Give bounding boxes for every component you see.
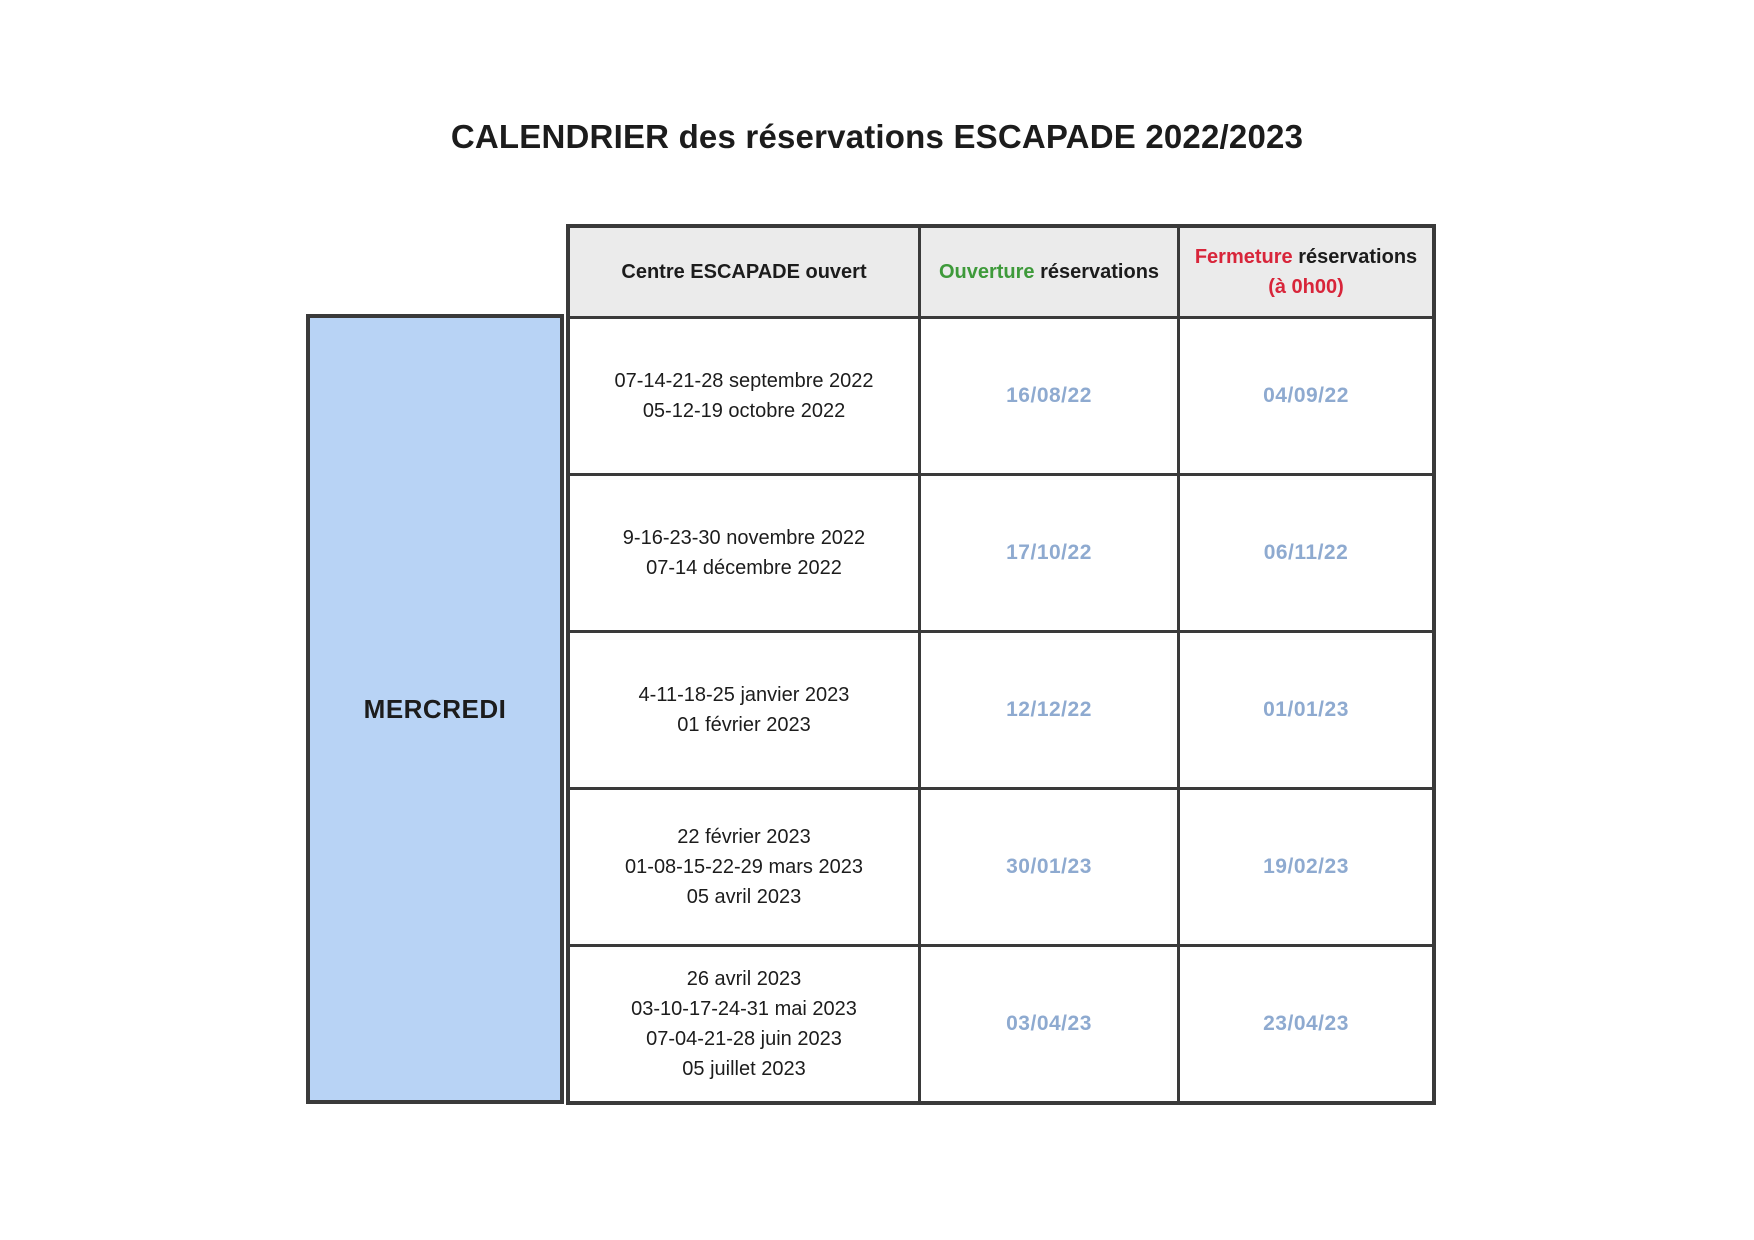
day-label: MERCREDI <box>363 693 507 724</box>
table-body <box>570 316 1432 1101</box>
opening-cell <box>918 947 1177 1101</box>
header-opening-rest: réservations <box>1034 261 1160 283</box>
open-days-line: 05-12-19 octobre 2022 <box>642 400 846 422</box>
open-days-line: 05 juillet 2023 <box>682 1058 806 1080</box>
table-row <box>570 630 1432 787</box>
open-days-cell <box>570 633 918 787</box>
open-days-line: 4-11-18-25 janvier 2023 <box>638 684 850 706</box>
open-days-list <box>614 366 873 426</box>
header-closing <box>1177 228 1432 316</box>
table-row <box>570 316 1432 473</box>
opening-date: 17/10/22 <box>1006 541 1092 564</box>
closing-cell <box>1177 476 1432 630</box>
header-closing-note: (à 0h00) <box>1268 276 1344 298</box>
header-closing-rest: réservations <box>1292 246 1418 268</box>
open-days-line: 26 avril 2023 <box>686 968 802 990</box>
opening-cell <box>918 633 1177 787</box>
day-block <box>306 314 564 1104</box>
open-days-list <box>623 523 865 583</box>
open-days-line: 05 avril 2023 <box>686 886 802 908</box>
opening-date: 30/01/23 <box>1006 855 1092 878</box>
header-opening-label <box>939 257 1159 287</box>
open-days-line: 22 février 2023 <box>677 826 811 848</box>
opening-cell <box>918 319 1177 473</box>
closing-cell <box>1177 790 1432 944</box>
header-open-days-label: Centre ESCAPADE ouvert <box>621 261 867 283</box>
open-days-list <box>631 964 857 1084</box>
header-opening <box>918 228 1177 316</box>
table-row <box>570 473 1432 630</box>
header-open-days <box>570 228 918 316</box>
opening-date: 16/08/22 <box>1006 384 1092 407</box>
opening-date: 03/04/23 <box>1006 1012 1092 1035</box>
table-row <box>570 787 1432 944</box>
open-days-list <box>625 822 863 912</box>
header-opening-accent: Ouverture <box>938 261 1035 283</box>
open-days-line: 01 février 2023 <box>677 714 811 736</box>
table-header-row <box>570 228 1432 316</box>
reservation-table <box>566 224 1436 1105</box>
table-row <box>570 944 1432 1101</box>
header-closing-accent: Fermeture <box>1194 246 1293 268</box>
open-days-line: 07-14 décembre 2022 <box>646 557 842 579</box>
open-days-line: 03-10-17-24-31 mai 2023 <box>631 998 857 1020</box>
open-days-list <box>639 680 850 740</box>
closing-date: 04/09/22 <box>1263 384 1349 407</box>
closing-cell <box>1177 633 1432 787</box>
opening-cell <box>918 476 1177 630</box>
open-days-cell <box>570 790 918 944</box>
closing-date: 06/11/22 <box>1263 541 1349 564</box>
header-closing-label <box>1195 242 1417 302</box>
opening-cell <box>918 790 1177 944</box>
open-days-cell <box>570 476 918 630</box>
open-days-line: 07-14-21-28 septembre 2022 <box>614 370 874 392</box>
open-days-line: 01-08-15-22-29 mars 2023 <box>625 856 863 878</box>
closing-date: 19/02/23 <box>1263 855 1349 878</box>
open-days-cell <box>570 947 918 1101</box>
open-days-line: 07-04-21-28 juin 2023 <box>646 1028 842 1050</box>
opening-date: 12/12/22 <box>1006 698 1092 721</box>
closing-cell <box>1177 319 1432 473</box>
closing-date: 01/01/23 <box>1263 698 1349 721</box>
open-days-cell <box>570 319 918 473</box>
page-title: CALENDRIER des réservations ESCAPADE 2022/2023 <box>450 118 1304 155</box>
closing-date: 23/04/23 <box>1263 1012 1349 1035</box>
open-days-line: 9-16-23-30 novembre 2022 <box>622 527 866 549</box>
closing-cell <box>1177 947 1432 1101</box>
